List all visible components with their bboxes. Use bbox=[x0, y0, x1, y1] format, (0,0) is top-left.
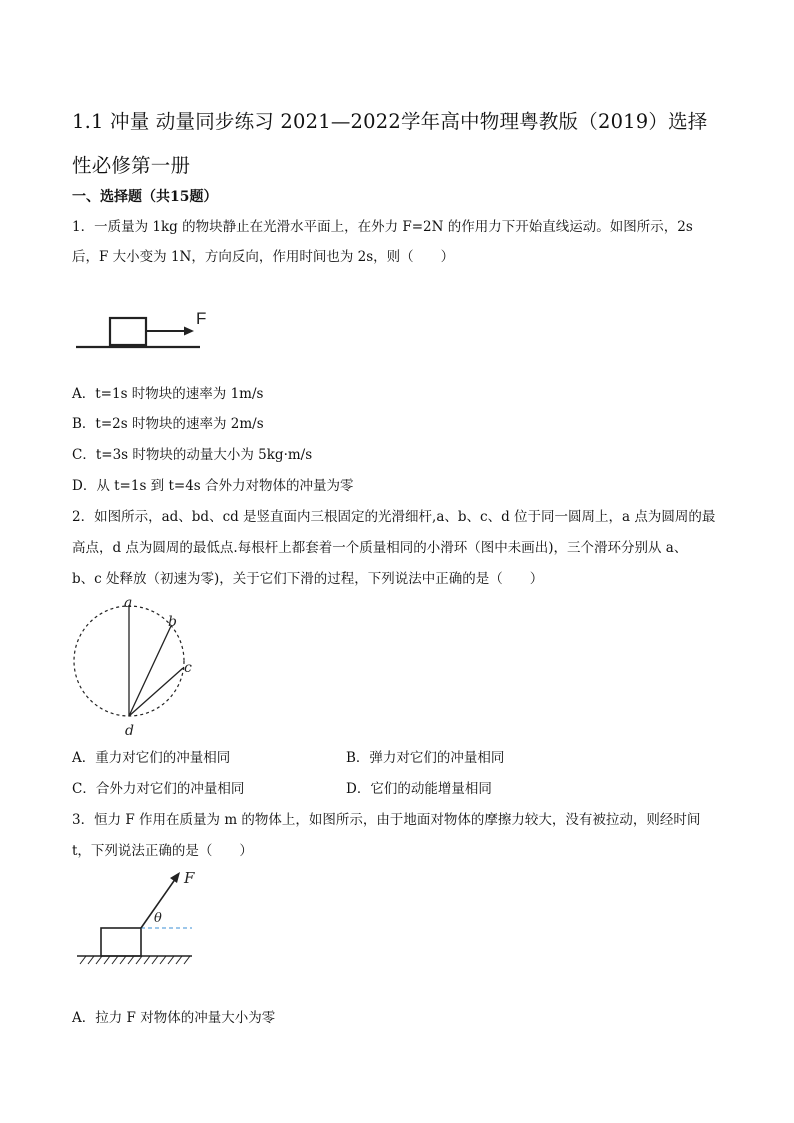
q1-option-b: B．t=2s 时物块的速率为 2m/s bbox=[72, 416, 264, 432]
q3-figure bbox=[72, 866, 202, 970]
q2-label-c: c bbox=[184, 660, 192, 676]
q1-force-label: F bbox=[196, 309, 207, 328]
q2-option-a: A．重力对它们的冲量相同 bbox=[72, 750, 231, 766]
q2-figure bbox=[72, 596, 202, 740]
q1-stem-line1: 1．一质量为 1kg 的物块静止在光滑水平面上，在外力 F=2N 的作用力下开始直线运动。如图所示，2s bbox=[72, 219, 693, 235]
q3-option-a: A．拉力 F 对物体的冲量大小为零 bbox=[72, 1010, 276, 1026]
q1-option-a: A．t=1s 时物块的速率为 1m/s bbox=[72, 386, 264, 402]
q1-figure bbox=[72, 305, 222, 355]
q3-ground-hatching bbox=[80, 956, 190, 964]
q2-rod-bd bbox=[129, 626, 171, 716]
q2-stem-line3: b、c 处释放（初速为零)，关于它们下滑的过程，下列说法中正确的是（ ） bbox=[72, 571, 544, 587]
q3-angle-label: θ bbox=[154, 911, 162, 926]
q2-label-a: a bbox=[124, 595, 133, 611]
q2-label-b: b bbox=[168, 614, 177, 630]
q2-stem-line1: 2．如图所示，ad、bd、cd 是竖直面内三根固定的光滑细杆,a、b、c、d 位于同一圆周上，a 点为圆周的最 bbox=[72, 509, 716, 525]
q1-block bbox=[110, 318, 146, 345]
q1-arrowhead bbox=[184, 327, 194, 336]
q3-block bbox=[101, 928, 141, 956]
q1-option-c: C．t=3s 时物块的动量大小为 5kg·m/s bbox=[72, 447, 313, 463]
q2-option-d: D．它们的动能增量相同 bbox=[346, 781, 492, 797]
q1-stem-line2: 后，F 大小变为 1N，方向反向，作用时间也为 2s，则（ ） bbox=[72, 249, 455, 265]
q2-label-d: d bbox=[125, 723, 134, 739]
q3-force-label: F bbox=[184, 869, 195, 887]
q3-stem-line1: 3．恒力 F 作用在质量为 m 的物体上，如图所示，由于地面对物体的摩擦力较大，没有被拉动，则经时间 bbox=[72, 812, 701, 828]
q3-stem-line2: t，下列说法正确的是（ ） bbox=[72, 843, 253, 859]
q3-arrowhead bbox=[170, 872, 180, 883]
q2-option-b: B．弹力对它们的冲量相同 bbox=[346, 750, 505, 766]
q1-option-d: D．从 t=1s 到 t=4s 合外力对物体的冲量为零 bbox=[72, 478, 354, 494]
q2-option-c: C．合外力对它们的冲量相同 bbox=[72, 781, 245, 797]
section-heading: 一、选择题（共15题） bbox=[72, 189, 218, 205]
page-title: 1.1 冲量 动量同步练习 2021—2022学年高中物理粤教版（2019）选择性必修第一册 bbox=[72, 110, 708, 177]
q2-stem-line2: 高点，d 点为圆周的最低点.每根杆上都套着一个质量相同的小滑环（图中未画出)，三个滑环分别从 a、 bbox=[72, 540, 688, 556]
